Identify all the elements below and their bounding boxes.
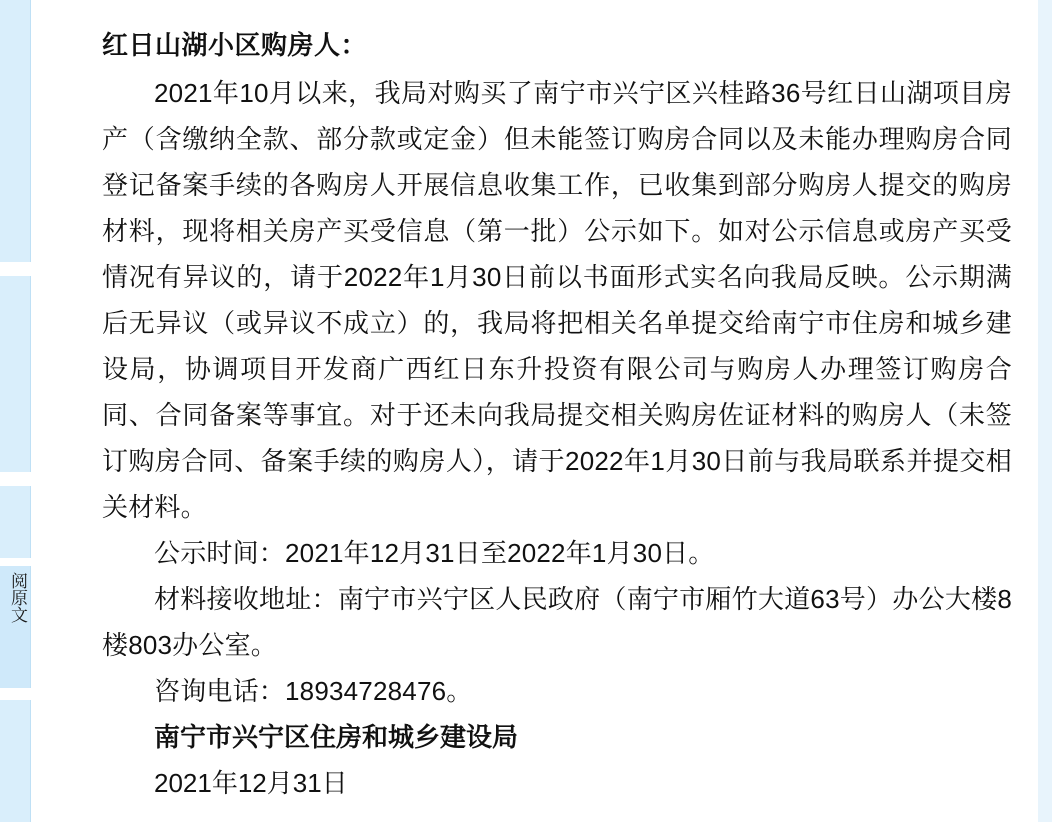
issuer-line: 南宁市兴宁区住房和城乡建设局 [154,722,519,752]
rail-strip-2 [0,276,31,472]
body-paragraph: 2021年10月以来，我局对购买了南宁市兴宁区兴桂路36号红日山湖项目房产（含缴纳全款、部分款或定金）但未能签订购房合同以及未能办理购房合同登记备案手续的各购房人开展信息收集工作，已收集到部分购房人提交的购房材料，现将相关房产买受信息（第一批）公示如下。如对公示信息或房产买受情况有异议的，请于2022年1月30日前以书面形式实名向我局反映。公示期满后无异议（或异议不成立）的，我局将把相关名单提交给南宁市住房和城乡建设局，协调项目开发商广西红日东升投资有限公司与购房人办理签订购房合同、合同备案等事宜。对于还未向我局提交相关购房佐证材料的购房人（未签订购房合同、备案手续的购房人），请于2022年1月30日前与我局联系并提交相关材料。 [102,78,1012,522]
rail-strip-5 [0,700,31,822]
left-decorative-rail [0,0,44,822]
read-original-vertical-label[interactable]: 阅原文 [8,572,27,623]
rail-strip-3 [0,486,31,558]
salutation-line: 红日山湖小区购房人： [102,30,368,60]
document-content [44,0,1038,822]
right-decorative-rail [1038,0,1052,822]
rail-strip-1 [0,0,31,262]
issue-date-line: 2021年12月31日 [154,768,348,798]
contact-phone-line: 咨询电话：18934728476。 [154,676,473,706]
material-address-line: 材料接收地址：南宁市兴宁区人民政府（南宁市厢竹大道63号）办公大楼8楼803办公室。 [102,584,1012,660]
notice-period-line: 公示时间：2021年12月31日至2022年1月30日。 [154,538,715,568]
